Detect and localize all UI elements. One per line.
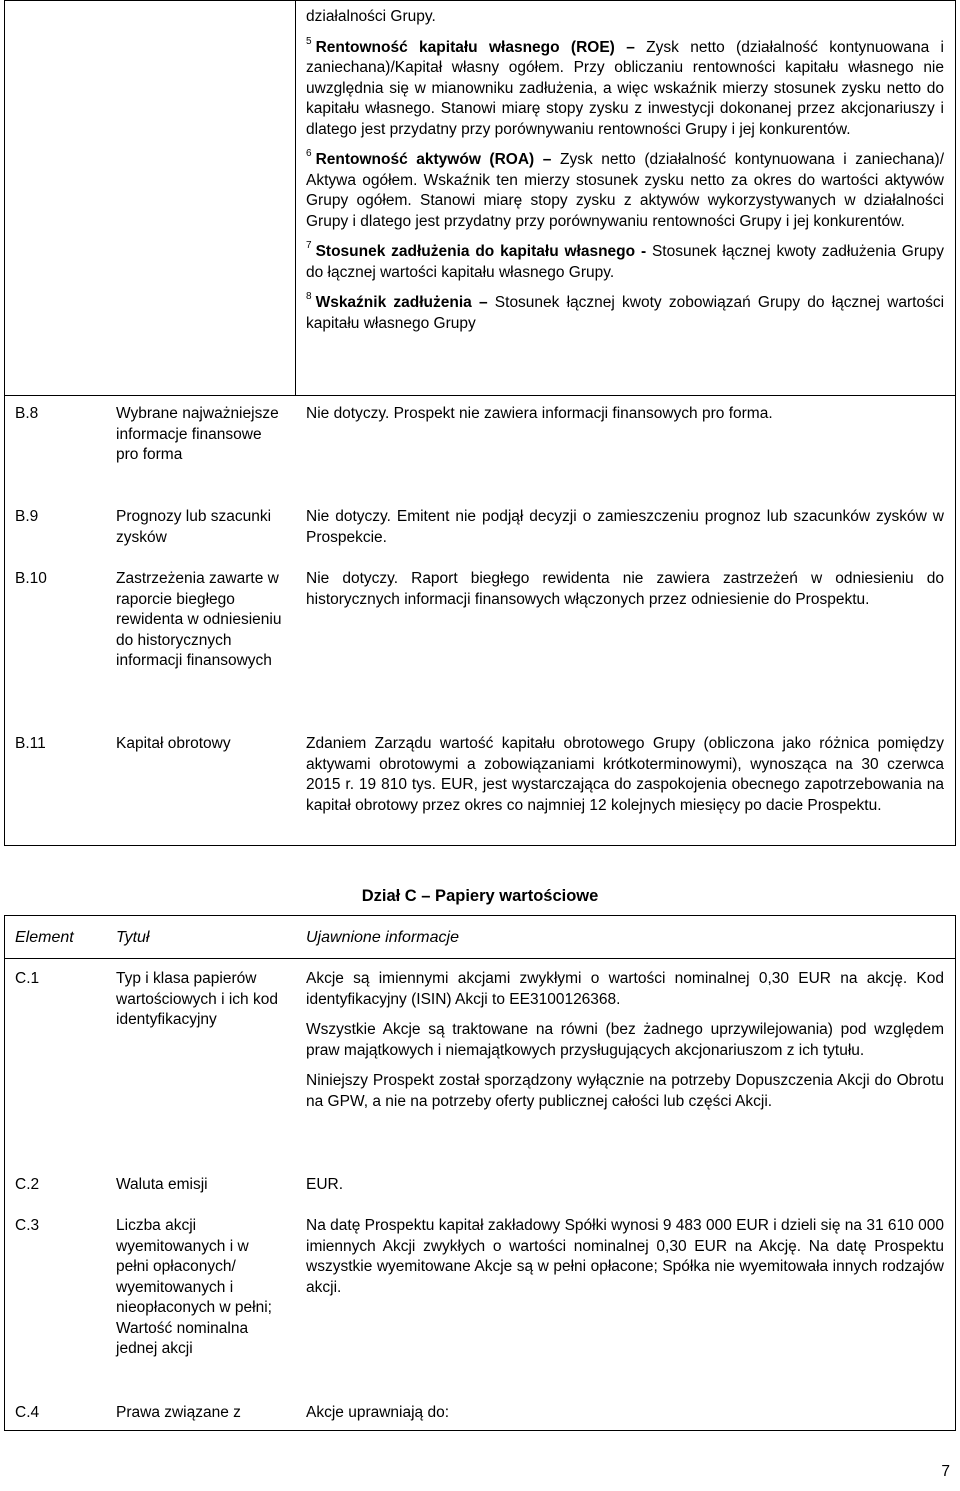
footnote-number: 8 bbox=[306, 291, 312, 302]
row-code-b10: B.10 bbox=[15, 570, 47, 587]
definition-dash: – bbox=[478, 294, 488, 311]
definition-text: Stosunek łącznej kwoty zobowiązań Grupy do łącznej wartości kapitału własnego Grupy bbox=[306, 294, 945, 332]
definition-term: Stosunek zadłużenia do kapitału własnego bbox=[315, 243, 636, 260]
row-title-b10: Zastrzeżenia zawarte w raporcie biegłego rewidenta w odniesieniu do historycznych informacji finansowych bbox=[116, 570, 282, 669]
row-text-c3: Na datę Prospektu kapitał zakładowy Spółki wynosi 9 483 000 EUR i dzieli się na 31 610 000 imiennych Akcji zwykłych o wartości nominalnej 0,30 EUR na Akcję. Na datę Prospektu wszystkie wyemitowane Akcje są w pełni opłacone; Spółka nie wyemitowała innych rodzajów akcji. bbox=[306, 1217, 944, 1296]
row-text-b11: Zdaniem Zarządu wartość kapitału obrotowego Grupy (obliczona jako różnica pomiędzy aktywami obrotowymi a zobowiązaniami krótkoterminowymi), wynosząca na 30 czerwca 2015 r. 19 810 tys. EUR, jest wystarczająca do zaspokojenia obecnego zapotrzebowania na kapitał obrotowy przez okres co najmniej 12 kolejnych miesięcy po dacie Prospektu. bbox=[306, 735, 944, 814]
paragraph: Niniejszy Prospekt został sporządzony wyłącznie na potrzeby Dopuszczenia Akcji do Obrotu na GPW, a nie na potrzeby oferty publicznej całości lub części Akcji. bbox=[306, 1072, 944, 1110]
row-code-c3: C.3 bbox=[15, 1217, 40, 1234]
footnote-number: 6 bbox=[306, 148, 312, 159]
definition-text: Zysk netto (działalność kontynuowana i zaniechana)/Kapitał własny ogółem. Przy obliczaniu rentowności kapitału własnego nie uwzględnia się w mianowniku zadłużenia, a więc wskaźnik mierzy stosunek zysku netto do kapitału własnego. Stanowi miarę stopy zysku z inwestycji dokonanej przez akcjonariuszy i dlatego jest przydatny przy porównywaniu rentowności Grupy i jej konkurentów. bbox=[306, 38, 944, 138]
definition-roe bbox=[306, 35, 944, 141]
section-c-right-border bbox=[955, 915, 956, 1431]
row-text-c2: EUR. bbox=[306, 1176, 344, 1193]
definition-dash: – bbox=[626, 38, 635, 56]
row-title-c4: Prawa związane z bbox=[116, 1404, 241, 1421]
row-title-b11: Kapitał obrotowy bbox=[116, 735, 231, 752]
row-code-c4: C.4 bbox=[15, 1404, 40, 1421]
header-disclosure: Ujawnione informacje bbox=[306, 929, 459, 946]
definition-dash: – bbox=[542, 151, 552, 168]
definition-term: Rentowność aktywów (ROA) bbox=[315, 151, 535, 168]
row-text-b8: Nie dotyczy. Prospekt nie zawiera informacji finansowych pro forma. bbox=[306, 405, 773, 422]
header-element: Element bbox=[15, 929, 74, 946]
definition-debt-to-equity bbox=[306, 242, 944, 283]
top-table-top-border bbox=[4, 0, 956, 1]
row-code-c2: C.2 bbox=[15, 1176, 40, 1193]
row-title-c3: Liczba akcji wyemitowanych i w pełni opłaconych/ wyemitowanych i nieopłaconych w pełni; Wartość nominalna jednej akcji bbox=[116, 1217, 272, 1357]
row-title-c2: Waluta emisji bbox=[116, 1176, 208, 1193]
paragraph: Akcje są imiennymi akcjami zwykłymi o wartości nominalnej 0,30 EUR na akcję. Kod identyfikacyjny (ISIN) Akcji to EE3100126368. bbox=[306, 970, 944, 1008]
definition-roa bbox=[306, 150, 944, 232]
definition-text: Zysk netto (działalność kontynuowana i zaniechana)/ Aktywa ogółem. Wskaźnik ten mierzy stosunek zysku netto za okres do wartości aktywów Grupy ogółem. Stanowi miarę stopy zysku z aktywów wykorzystywanych w działalności Grupy i dlatego jest przydatny przy porównywaniu rentowności Grupy i jej konkurentów. bbox=[306, 151, 945, 230]
row-code-c1: C.1 bbox=[15, 970, 40, 987]
section-heading: Dział C – Papiery wartościowe bbox=[361, 887, 599, 905]
row-code-b8: B.8 bbox=[15, 405, 39, 422]
row-code-b11: B.11 bbox=[15, 735, 46, 752]
top-table-left-border bbox=[4, 0, 5, 846]
definition-dash: - bbox=[640, 243, 647, 260]
row-title-b8: Wybrane najważniejsze informacje finansowe pro forma bbox=[116, 405, 279, 463]
paragraph: Wszystkie Akcje są traktowane na równi (bez żadnego uprzywilejowania) pod względem praw majątkowych i niemajątkowych przysługujących akcjonariuszom z ich tytułu. bbox=[306, 1021, 944, 1059]
definition-debt-ratio bbox=[306, 293, 944, 334]
row-text-c4: Akcje uprawniają do: bbox=[306, 1404, 450, 1421]
continued-text: działalności Grupy. bbox=[306, 8, 436, 25]
section-c-bottom-border bbox=[4, 1430, 956, 1431]
row-text-c1 bbox=[306, 969, 944, 1112]
definition-text: Stosunek łącznej kwoty zadłużenia Grupy do łącznej wartości kapitału własnego Grupy. bbox=[306, 243, 945, 281]
definitions-block bbox=[306, 7, 944, 344]
row-text-b10: Nie dotyczy. Raport biegłego rewidenta nie zawiera zastrzeżeń w odniesieniu do historycznych informacji finansowych włączonych przez odniesienie do Prospektu. bbox=[306, 570, 944, 608]
section-c-header-divider bbox=[4, 958, 956, 959]
top-table-title-divider bbox=[295, 0, 296, 395]
top-table-row-divider bbox=[4, 395, 956, 396]
section-c-left-border bbox=[4, 915, 5, 1431]
row-text-b9: Nie dotyczy. Emitent nie podjął decyzji o zamieszczeniu prognoz lub szacunków zysków w Prospekcie. bbox=[306, 508, 944, 546]
section-c-top-border bbox=[4, 915, 956, 916]
header-title: Tytuł bbox=[116, 929, 150, 946]
definition-term: Wskaźnik zadłużenia bbox=[315, 294, 472, 311]
footnote-number: 7 bbox=[306, 240, 312, 251]
footnote-number: 5 bbox=[306, 35, 312, 47]
top-table-right-border bbox=[955, 0, 956, 846]
row-title-c1: Typ i klasa papierów wartościowych i ich kod identyfikacyjny bbox=[116, 970, 278, 1028]
definition-term: Rentowność kapitału własnego (ROE) bbox=[315, 38, 615, 56]
row-title-b9: Prognozy lub szacunki zysków bbox=[116, 508, 272, 546]
page-number: 7 bbox=[941, 1463, 950, 1480]
row-code-b9: B.9 bbox=[15, 508, 39, 525]
top-table-bottom-border bbox=[4, 845, 956, 846]
